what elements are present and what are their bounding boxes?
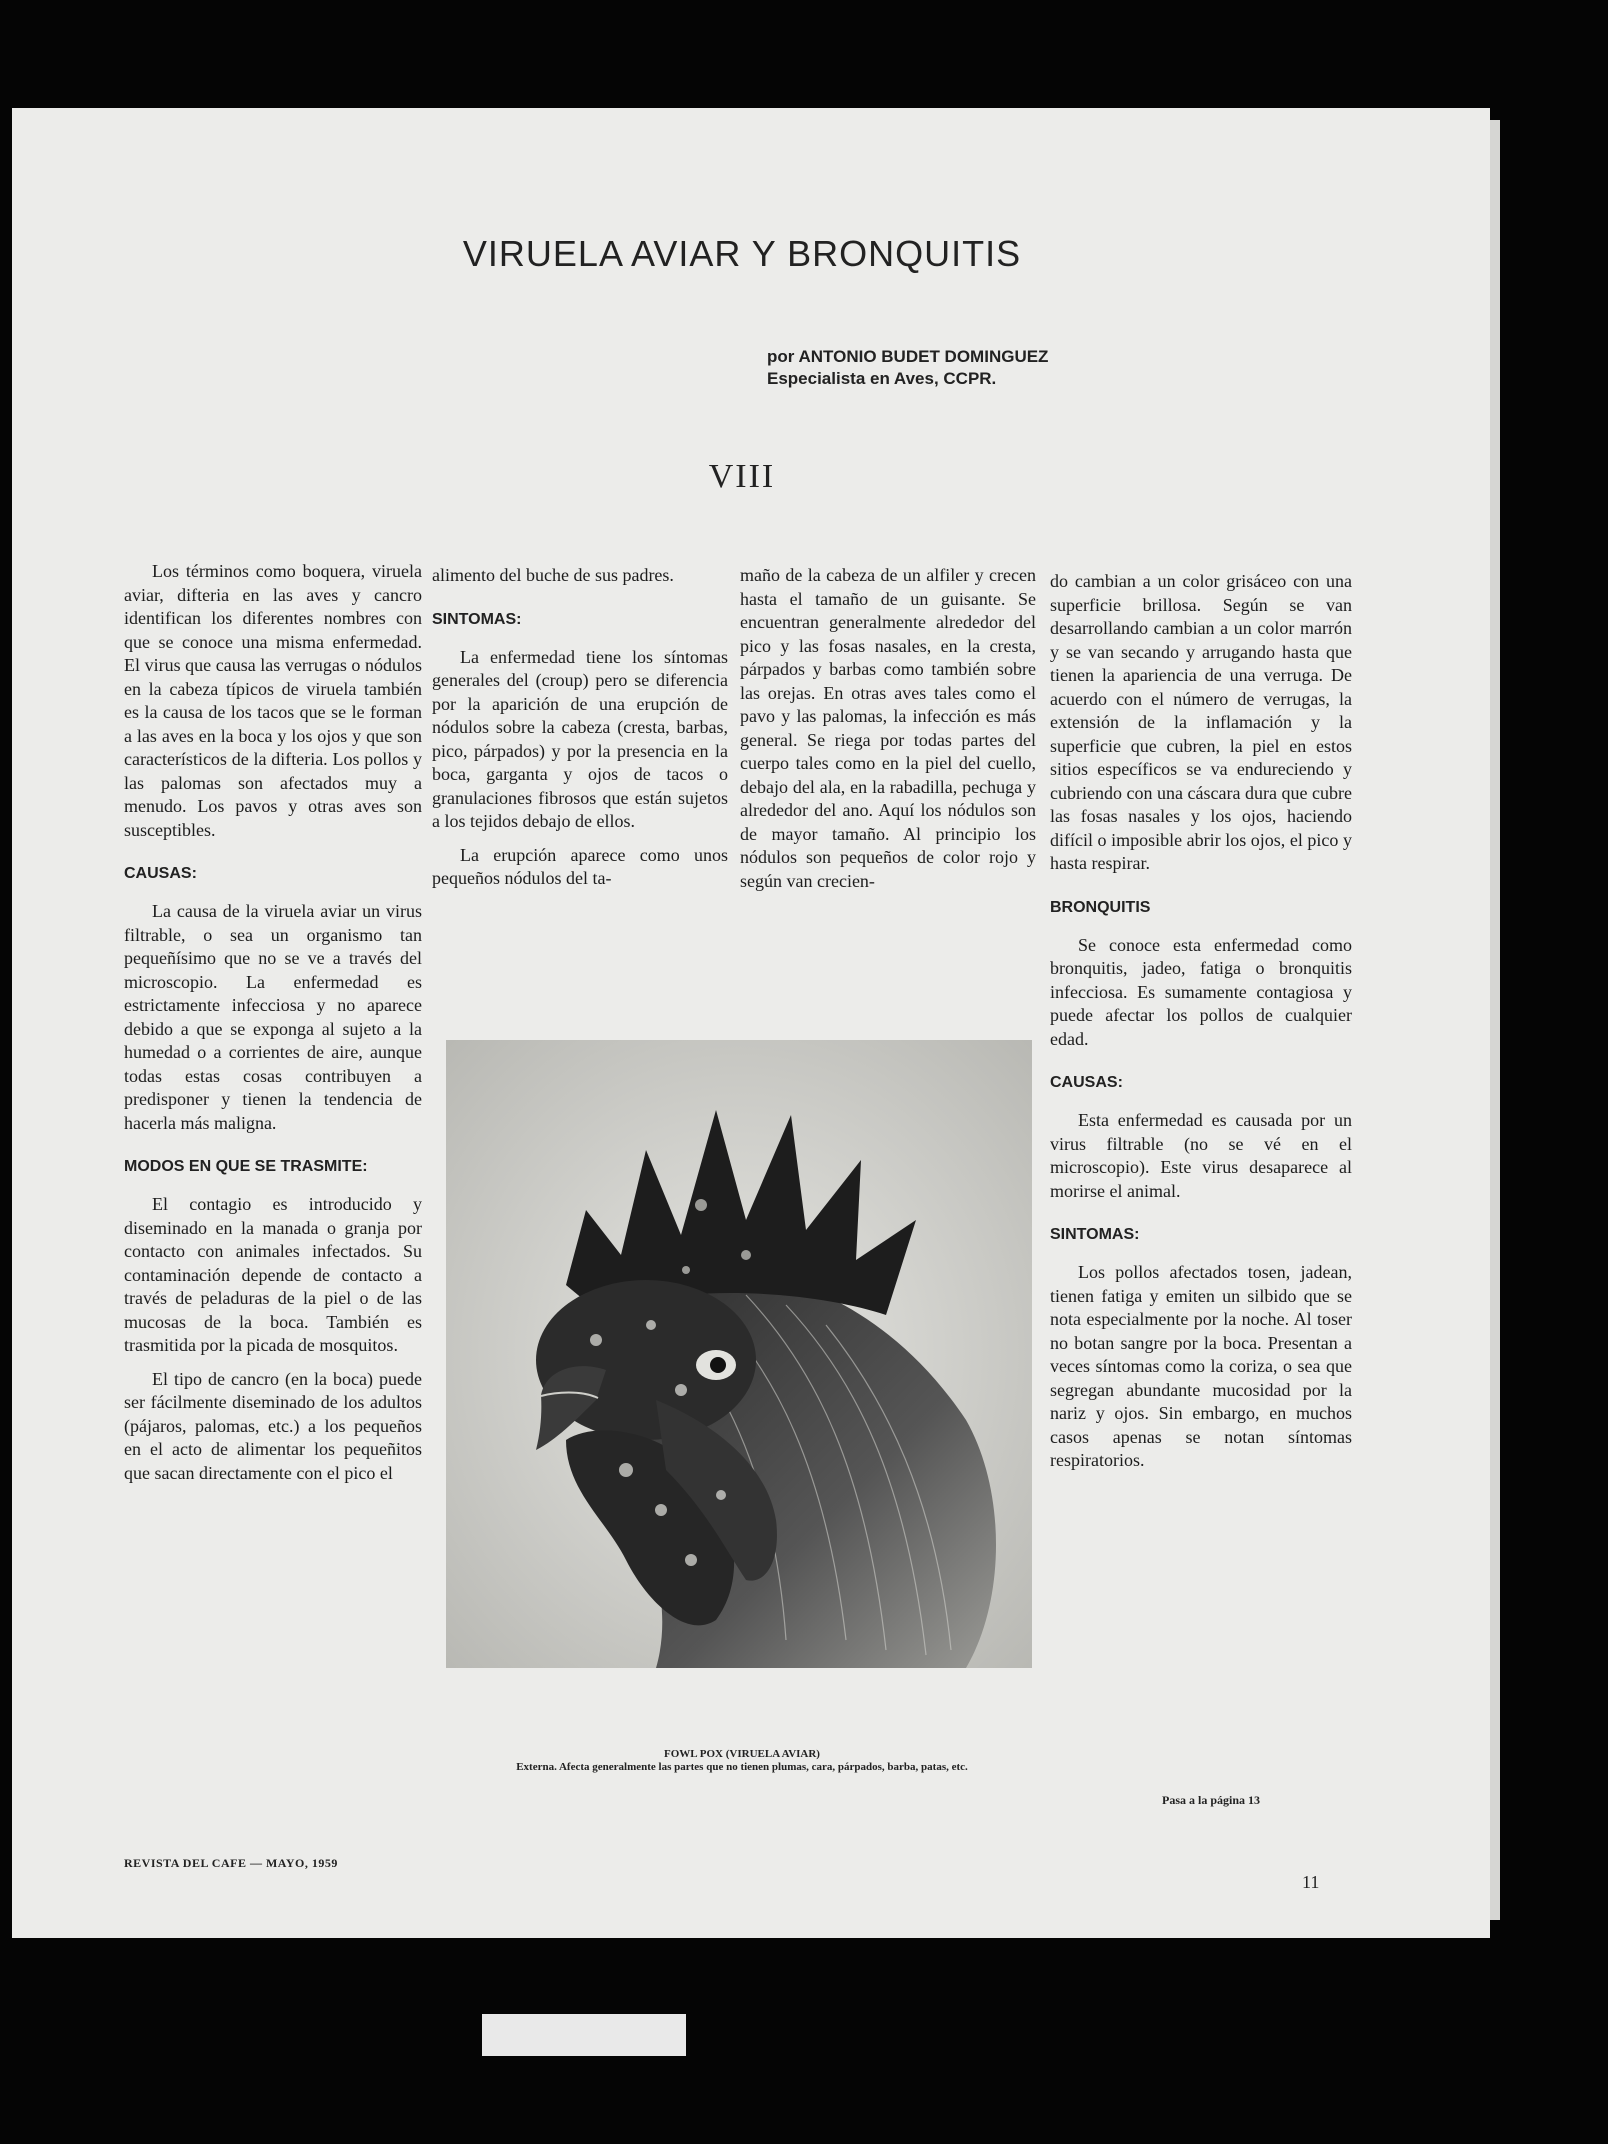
paragraph: Los pollos afectados tosen, jadean, tienen fatiga y emiten un silbido que se nota especialmente por la noche. Al toser no botan sangre por la boca. Presentan a veces síntomas como la coriza, o sea que segregan abundante mucosidad por la nariz y ojos. Sin embargo, en muchos casos apenas se notan síntomas respiratorios.	[1050, 1262, 1352, 1470]
column-2	[432, 564, 728, 901]
column-3	[740, 564, 1036, 903]
paragraph: La erupción aparece como unos pequeños nódulos del ta-	[432, 844, 728, 888]
paragraph: alimento del buche de sus padres.	[432, 565, 674, 585]
caption-title: FOWL POX (VIRUELA AVIAR)	[664, 1748, 820, 1760]
column-1	[124, 560, 422, 1495]
part-number: VIII	[708, 458, 776, 495]
footer-publication: REVISTA DEL CAFE — MAYO, 1959	[124, 1856, 338, 1870]
rooster-illustration	[446, 1040, 1032, 1668]
section-heading-modos: MODOS EN QUE SE TRASMITE:	[124, 1158, 368, 1175]
article-title: VIRUELA AVIAR Y BRONQUITIS	[462, 233, 1022, 274]
paragraph: do cambian a un color grisáceo con una superficie brillosa. Según se van desarrollando cambian a un color marrón y se van secando y arrugando hasta que tienen la apariencia de una verruga. De acuerdo con el número de verrugas, la extensión de la inflamación y la superficie que cubren, la piel en estos sitios específicos se va endureciendo y cubriendo con una cáscara dura que cubre las fosas nasales y los ojos, haciendo difícil o imposible abrir los ojos, el pico y hasta respirar.	[1050, 571, 1352, 873]
byline	[767, 346, 1048, 390]
magazine-page	[12, 108, 1490, 1938]
rooster-head-icon	[446, 1040, 1032, 1668]
caption-text: Externa. Afecta generalmente las partes que no tienen plumas, cara, párpados, barba, patas, etc.	[516, 1761, 968, 1773]
paragraph: Se conoce esta enfermedad como bronquitis, jadeo, fatiga o bronquitis infecciosa. Es sumamente contagiosa y puede afectar los pollos de cualquier edad.	[1050, 934, 1352, 1049]
paragraph: Esta enfermedad es causada por un virus filtrable (no se vé en el microscopio). Este virus desaparece al morirse el animal.	[1050, 1110, 1352, 1201]
figure-caption	[442, 1748, 1042, 1774]
paragraph: El contagio es introducido y diseminado en la manada o granja por contacto con animales infectados. Su contaminación depende de contacto a través de peladuras de la piel o de las mucosas de la boca. También es trasmitida por la picada de mosquitos.	[124, 1194, 422, 1355]
column-4	[1050, 570, 1352, 1483]
paragraph: La enfermedad tiene los síntomas generales del (croup) pero se diferencia por la aparición de una erupción de nódulos sobre la cabeza (cresta, barbas, pico, párpados) y por la presencia en la boca, garganta y ojos de tacos o granulaciones fibrosos que están sujetos a los tejidos debajo de ellos.	[432, 646, 728, 831]
paragraph: maño de la cabeza de un alfiler y crecen hasta el tamaño de un guisante. Se encuentran generalmente alrededor del pico y las fosas nasales, en la cresta, párpados y barbas como también sobre las orejas. En otras aves tales como el pavo y las palomas, la infección es más general. Se riega por todas partes del cuerpo tales como en la piel del cuello, debajo del ala, en la rabadilla, pechuga y alrededor del ano. Aquí los nódulos son de mayor tamaño. Al principio los nódulos son pequeños de color rojo y según van crecien-	[740, 565, 1036, 891]
page-edge	[1490, 120, 1500, 1920]
paragraph: El tipo de cancro (en la boca) puede ser fácilmente diseminado de los adultos (pájaros, palomas, etc.) a los pequeños en el acto de alimentar los pequeñitos que sacan directamente con el pico el	[124, 1368, 422, 1483]
paragraph: Los términos como boquera, viruela aviar, difteria en las aves y cancro identifican los diferentes nombres con que se conoce una misma enfermedad. El virus que causa las verrugas o nódulos en la cabeza típicos de viruela también es la causa de los tacos que se le forman a las aves en la boca y los ojos y que son característicos de la difteria. Los pollos y las palomas son afectados muy a menudo. Los pavos y otras aves son susceptibles.	[124, 561, 422, 840]
page-number: 11	[1302, 1872, 1320, 1892]
section-heading-bronquitis: BRONQUITIS	[1050, 898, 1151, 916]
section-heading-sintomas: SINTOMAS:	[1050, 1226, 1140, 1243]
paragraph: La causa de la viruela aviar un virus filtrable, o sea un organismo tan pequeñísimo que no se ve a través del microscopio. La enfermedad es estrictamente infecciosa y no aparece debido a que se exponga al sujeto a la humedad o a corrientes de aire, aunque todas estas cosas contribuyen a predisponer y tienen la tendencia de hacerla más maligna.	[124, 901, 422, 1133]
section-heading-sintomas: SINTOMAS:	[432, 610, 522, 628]
byline-role: Especialista en Aves, CCPR.	[767, 369, 997, 388]
byline-author: por ANTONIO BUDET DOMINGUEZ	[767, 347, 1049, 366]
label-strip	[482, 2014, 686, 2056]
continued-note: Pasa a la página 13	[1162, 1793, 1261, 1807]
section-heading-causas: CAUSAS:	[1050, 1074, 1123, 1091]
section-heading-causas: CAUSAS:	[124, 865, 197, 882]
